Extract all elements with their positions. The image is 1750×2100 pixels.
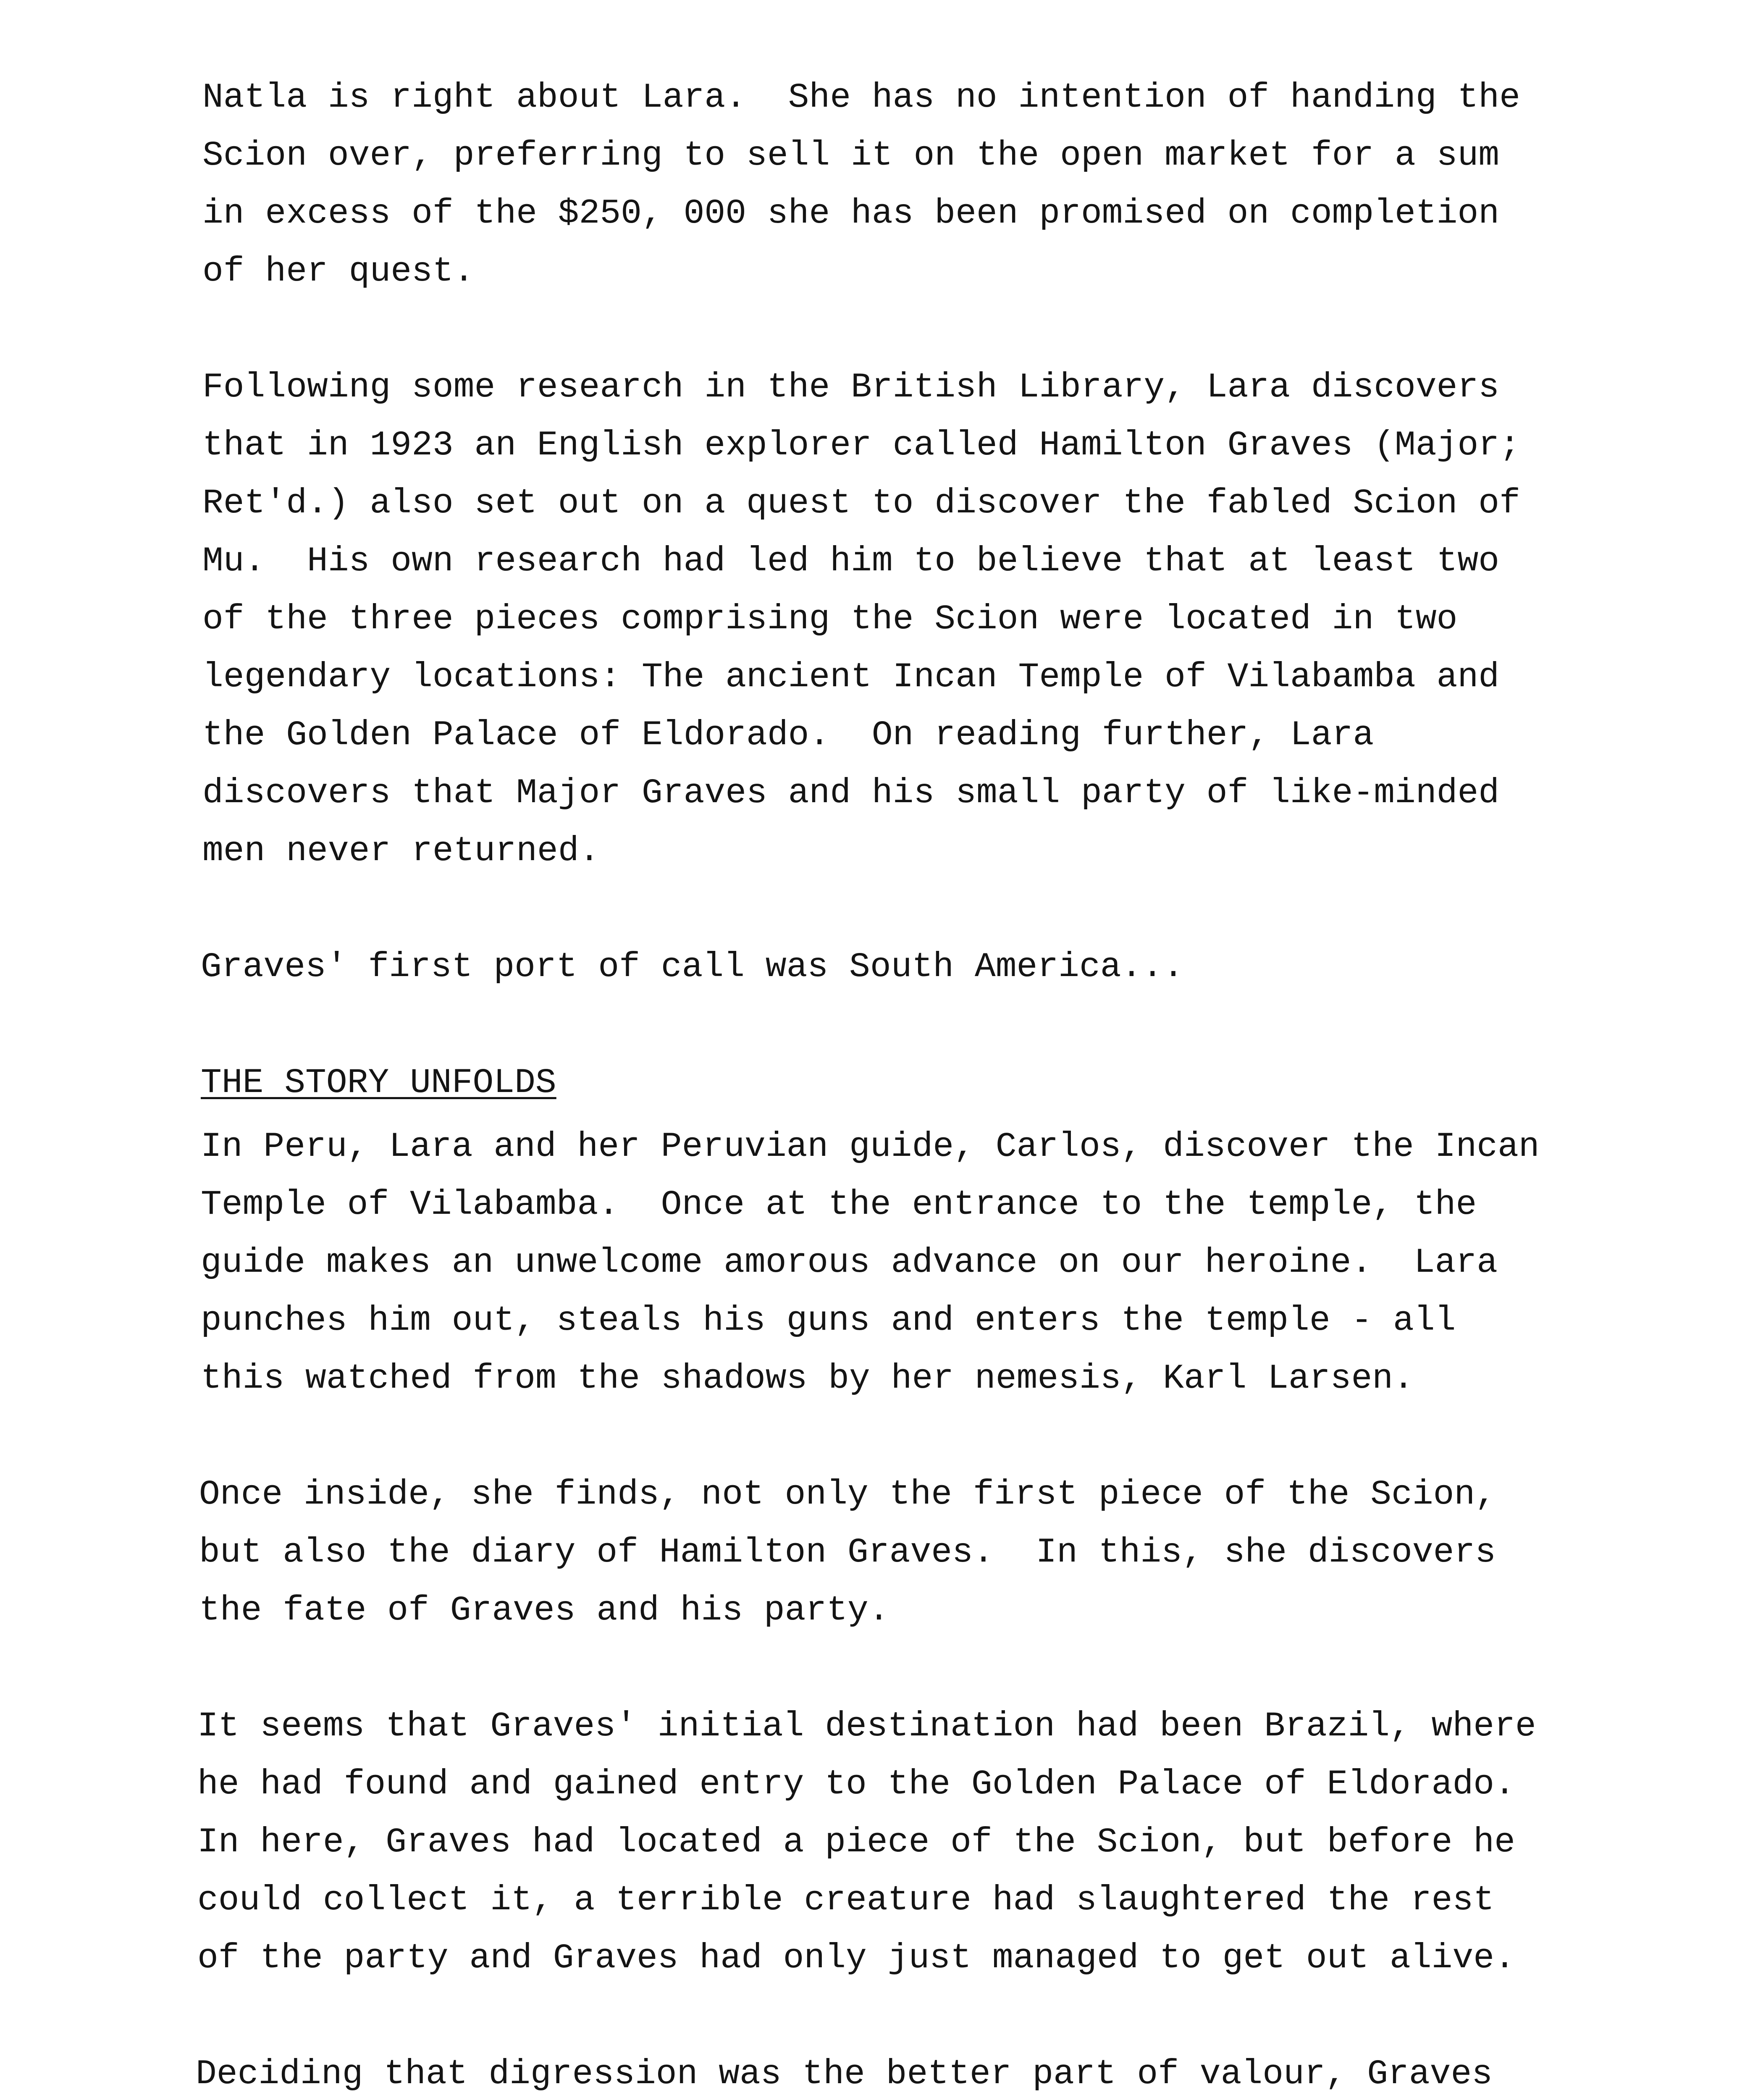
text-line: Temple of Vilabamba. Once at the entrance to the temple, the [201,1185,1477,1224]
text-line: the Golden Palace of Eldorado. On reading further, Lara [202,715,1374,755]
text-line: punches him out, steals his guns and enters the temple - all [201,1301,1456,1340]
text-line: of her quest. [202,252,475,291]
text-line: legendary locations: The ancient Incan Temple of Vilabamba and [202,657,1500,697]
text-line: Following some research in the British Library, Lara discovers [202,368,1500,407]
text-line: guide makes an unwelcome amorous advance on our heroine. Lara [201,1243,1498,1282]
text-line: that in 1923 an English explorer called Hamilton Graves (Major; [202,425,1520,465]
text-line: Deciding that digression was the better part of valour, Graves [196,2054,1493,2094]
text-line: could collect it, a terrible creature had slaughtered the rest [197,1880,1495,1920]
text-line: Scion over, preferring to sell it on the open market for a sum [202,136,1500,175]
text-line: discovers that Major Graves and his small party of like-minded [202,773,1500,813]
text-line: Mu. His own research had led him to believe that at least two [202,541,1500,581]
text-line: the fate of Graves and his party. [199,1591,889,1630]
text-line: Graves' first port of call was South America... [201,947,1184,987]
text-line: but also the diary of Hamilton Graves. In this, she discovers [199,1533,1496,1572]
text-line: In here, Graves had located a piece of the Scion, but before he [197,1822,1515,1862]
text-line: of the party and Graves had only just managed to get out alive. [197,1938,1515,1978]
text-line: In Peru, Lara and her Peruvian guide, Carlos, discover the Incan [201,1127,1540,1166]
text-line: he had found and gained entry to the Golden Palace of Eldorado. [197,1764,1515,1804]
text-line: Once inside, she finds, not only the first piece of the Scion, [199,1475,1496,1514]
text-line: It seems that Graves' initial destination had been Brazil, where [197,1706,1536,1746]
section-heading: THE STORY UNFOLDS [201,1063,556,1102]
text-line: in excess of the $250, 000 she has been promised on completion [202,194,1500,233]
text-line: this watched from the shadows by her nemesis, Karl Larsen. [201,1359,1414,1398]
text-line: Ret'd.) also set out on a quest to discover the fabled Scion of [202,483,1520,523]
text-line: men never returned. [202,831,600,871]
text-line: Natla is right about Lara. She has no intention of handing the [202,78,1520,117]
text-line: of the three pieces comprising the Scion were located in two [202,599,1458,639]
